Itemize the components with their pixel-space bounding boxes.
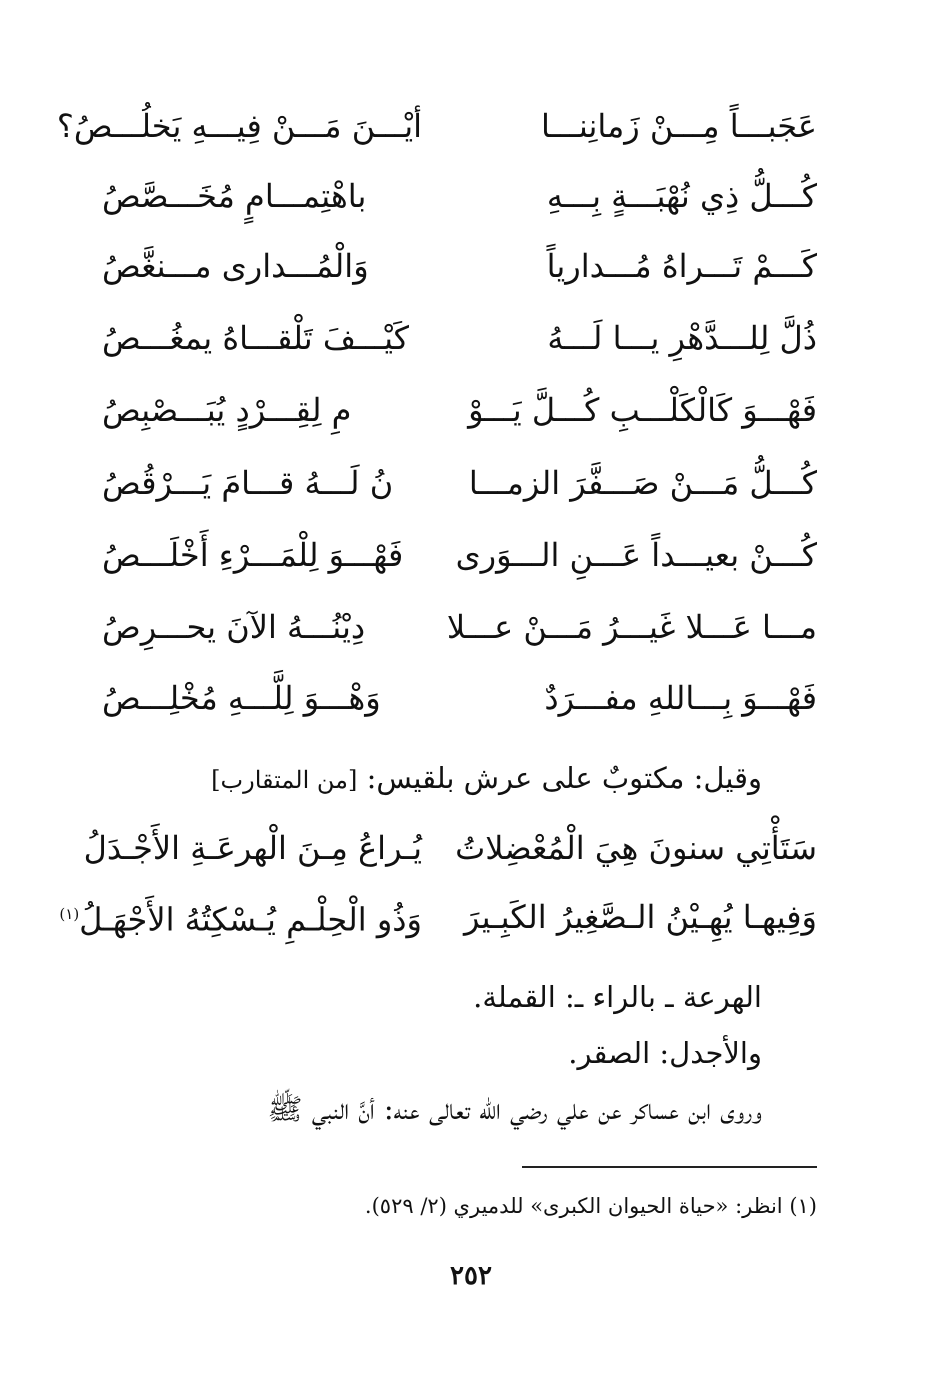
verse-6-first-hemistich: كُـــلُّ مَـــنْ صَـــفَّرَ الزمـــا (468, 464, 817, 502)
footnote-text: (١) انظر: «حياة الحيوان الكبرى» للدميري (٢/ ٥٢٩). (364, 1194, 817, 1218)
verse-2-second-hemistich: باهْتِمـــامٍ مُخَـــصَّصُ (102, 177, 367, 215)
verse2-1-first-hemistich: سَتَأْتِي سنونَ هِيَ الْمُعْضِلاتُ (455, 829, 817, 867)
verse-line-9 (102, 673, 817, 723)
verse-7-first-hemistich: كُـــنْ بعيـــداً عَـــنِ الـــوَرى (455, 536, 817, 574)
verse2-2-second-hemistich (59, 889, 422, 945)
verse-line-5 (102, 385, 817, 435)
note-line-1: الهرعة ـ بالراء ـ: القملة. (473, 980, 762, 1014)
verse-1-second-hemistich: أيْـــنَ مَـــنْ فِيـــهِ يَخلُـــصُ؟ (56, 107, 422, 145)
meter-label: [من المتقارب] (211, 766, 358, 794)
continuation-line: وروى ابن عساكر عن علي رضي الله تعالى عنه: أنَّ النبي ﷺ (267, 1092, 762, 1126)
verse-line-8 (102, 602, 817, 652)
verse-8-first-hemistich: مـــا عَـــلا غَيـــرُ مَـــنْ عـــلا (446, 608, 817, 646)
verse-3-first-hemistich: كَـــمْ تَـــراهُ مُـــدارياً (546, 247, 817, 285)
verse-line-4 (102, 313, 817, 363)
verse2-1-second-hemistich: يُـراعُ مِـنَ الْهرعَـةِ الأَجْـدَلُ (83, 829, 422, 867)
verse-9-first-hemistich: فَهْـــوَ بِـــاللهِ مفـــرَدٌ (544, 679, 817, 717)
verse2-line-2 (59, 892, 817, 942)
verse-9-second-hemistich: وَهْـــوَ لِلَّـــهِ مُخْلِـــصُ (102, 679, 381, 717)
verse-5-second-hemistich: مِ لِقِـــرْدٍ يُبَـــصْبِصُ (102, 391, 352, 429)
poem-intro (122, 756, 762, 802)
note-line-2: والأجدل: الصقر. (568, 1036, 762, 1070)
verse-7-second-hemistich: فَهْـــوَ لِلْمَـــرْءِ أَخْلَـــصُ (102, 536, 404, 574)
footnote-reference[interactable]: (١) (59, 905, 80, 924)
verse2-2-second-text: وَذُو الْحِلْـمِ يُـسْكِتُهُ الأَجْهَـلُ (79, 900, 422, 939)
verse-3-second-hemistich: وَالْمُـــدارى مـــنغَّصُ (102, 247, 369, 285)
verse2-line-1 (83, 823, 817, 873)
verse-line-7 (102, 530, 817, 580)
footnote-separator (522, 1166, 817, 1168)
verse-2-first-hemistich: كُـــلُّ ذِي نُهْبَـــةٍ بِـــهِ (546, 177, 817, 215)
verse-6-second-hemistich: نُ لَـــهُ قـــامَ يَـــرْقُصُ (102, 464, 394, 502)
verse-line-3 (102, 241, 817, 291)
verse-4-first-hemistich: ذُلَّ لِلـــدَّهْرِ يـــا لَـــهُ (547, 319, 817, 357)
verse2-2-first-hemistich: وَفِيهـا يُهِـيْنُ الـصَّغِيرُ الكَبِـيرَ (463, 898, 817, 936)
verse-1-first-hemistich: عَجَبـــاً مِـــنْ زَمانِنـــا (540, 107, 817, 145)
verse-line-2 (102, 171, 817, 221)
verse-line-1 (56, 101, 817, 151)
poem-intro-text: وقيل: مكتوبٌ على عرش بلقيس: (357, 761, 762, 795)
verse-4-second-hemistich: كَيْـــفَ تَلْقـــاهُ يمغُـــصُ (102, 319, 409, 357)
page-number: ٢٥٢ (450, 1261, 492, 1291)
verse-5-first-hemistich: فَهْـــوَ كَالْكَلْـــبِ كُـــلَّ يَـــوْ (468, 391, 817, 429)
verse-line-6 (102, 458, 817, 508)
verse-8-second-hemistich: دِيْنُـــهُ الآنَ يحـــرِصُ (102, 608, 366, 646)
